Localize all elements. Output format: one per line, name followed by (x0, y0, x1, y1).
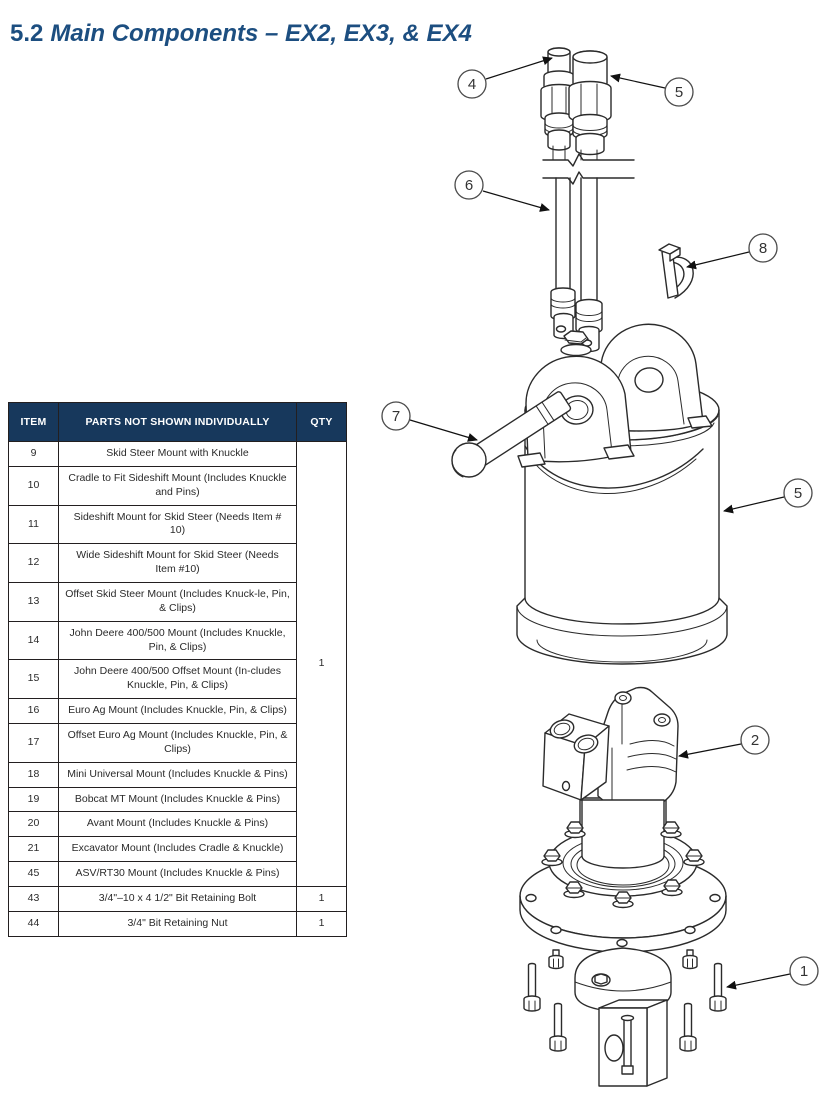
callout-4 (458, 70, 486, 98)
callout-label: 7 (391, 408, 401, 425)
callout-5-side (784, 479, 812, 507)
callout-label: 5 (793, 485, 803, 502)
callout-7 (382, 402, 410, 430)
item-cell: 13 (9, 583, 59, 622)
hose-break-line-upper (543, 154, 634, 166)
desc-cell: Excavator Mount (Includes Cradle & Knuckle) (59, 837, 297, 862)
desc-cell: Cradle to Fit Sideshift Mount (Includes Knuckle and Pins) (59, 466, 297, 505)
item-cell: 17 (9, 724, 59, 763)
item-cell: 43 (9, 887, 59, 912)
item-cell: 44 (9, 911, 59, 936)
callout-2 (741, 726, 769, 754)
item-cell: 18 (9, 762, 59, 787)
desc-cell: Sideshift Mount for Skid Steer (Needs Item # 10) (59, 505, 297, 544)
desc-cell: Offset Euro Ag Mount (Includes Knuckle, Pin, & Clips) (59, 724, 297, 763)
desc-cell: John Deere 400/500 Mount (Includes Knuckle, Pin, & Clips) (59, 621, 297, 660)
item-cell: 10 (9, 466, 59, 505)
callout-label: 4 (467, 76, 477, 93)
header-desc: PARTS NOT SHOWN INDIVIDUALLY (59, 403, 297, 442)
qty-cell: 1 (297, 911, 347, 936)
bit-retaining-bolt (624, 1019, 631, 1068)
desc-cell: Skid Steer Mount with Knuckle (59, 442, 297, 467)
callout-6 (455, 171, 483, 199)
fitting-coupler-right (569, 51, 611, 155)
desc-cell: Offset Skid Steer Mount (Includes Knuck-le, Pin, & Clips) (59, 583, 297, 622)
callout-label: 1 (799, 963, 809, 980)
item-cell: 45 (9, 862, 59, 887)
item-cell: 21 (9, 837, 59, 862)
callout-5-top (665, 78, 693, 106)
desc-cell: John Deere 400/500 Offset Mount (In-cludes Knuckle, Pin, & Clips) (59, 660, 297, 699)
qty-cell: 1 (297, 887, 347, 912)
item-cell: 15 (9, 660, 59, 699)
header-qty: QTY (297, 403, 347, 442)
callout-1 (790, 957, 818, 985)
desc-cell: Wide Sideshift Mount for Skid Steer (Needs Item #10) (59, 544, 297, 583)
item-cell: 12 (9, 544, 59, 583)
desc-cell: 3/4" Bit Retaining Nut (59, 911, 297, 936)
item-cell: 19 (9, 787, 59, 812)
item-cell: 20 (9, 812, 59, 837)
desc-cell: Mini Universal Mount (Includes Knuckle & Pins) (59, 762, 297, 787)
desc-cell: 3/4"–10 x 4 1/2" Bit Retaining Bolt (59, 887, 297, 912)
section-title: Main Components – EX2, EX3, & EX4 (50, 20, 472, 48)
item-cell: 16 (9, 699, 59, 724)
desc-cell: Euro Ag Mount (Includes Knuckle, Pin, & Clips) (59, 699, 297, 724)
desc-cell: Avant Mount (Includes Knuckle & Pins) (59, 812, 297, 837)
retaining-clip (659, 244, 693, 298)
hydraulic-hoses (543, 146, 634, 305)
desc-cell: ASV/RT30 Mount (Includes Knuckle & Pins) (59, 862, 297, 887)
callout-label: 2 (750, 732, 760, 749)
item-cell: 9 (9, 442, 59, 467)
bearing-flange (520, 800, 726, 969)
header-item: ITEM (9, 403, 59, 442)
output-shaft (575, 948, 671, 1086)
callout-label: 5 (674, 84, 684, 101)
desc-cell: Bobcat MT Mount (Includes Knuckle & Pins) (59, 787, 297, 812)
callout-label: 8 (758, 240, 768, 257)
callout-8 (749, 234, 777, 262)
item-cell: 11 (9, 505, 59, 544)
section-number: 5.2 (10, 20, 44, 48)
callout-label: 6 (464, 177, 474, 194)
qty-merged-cell: 1 (297, 442, 347, 887)
item-cell: 14 (9, 621, 59, 660)
